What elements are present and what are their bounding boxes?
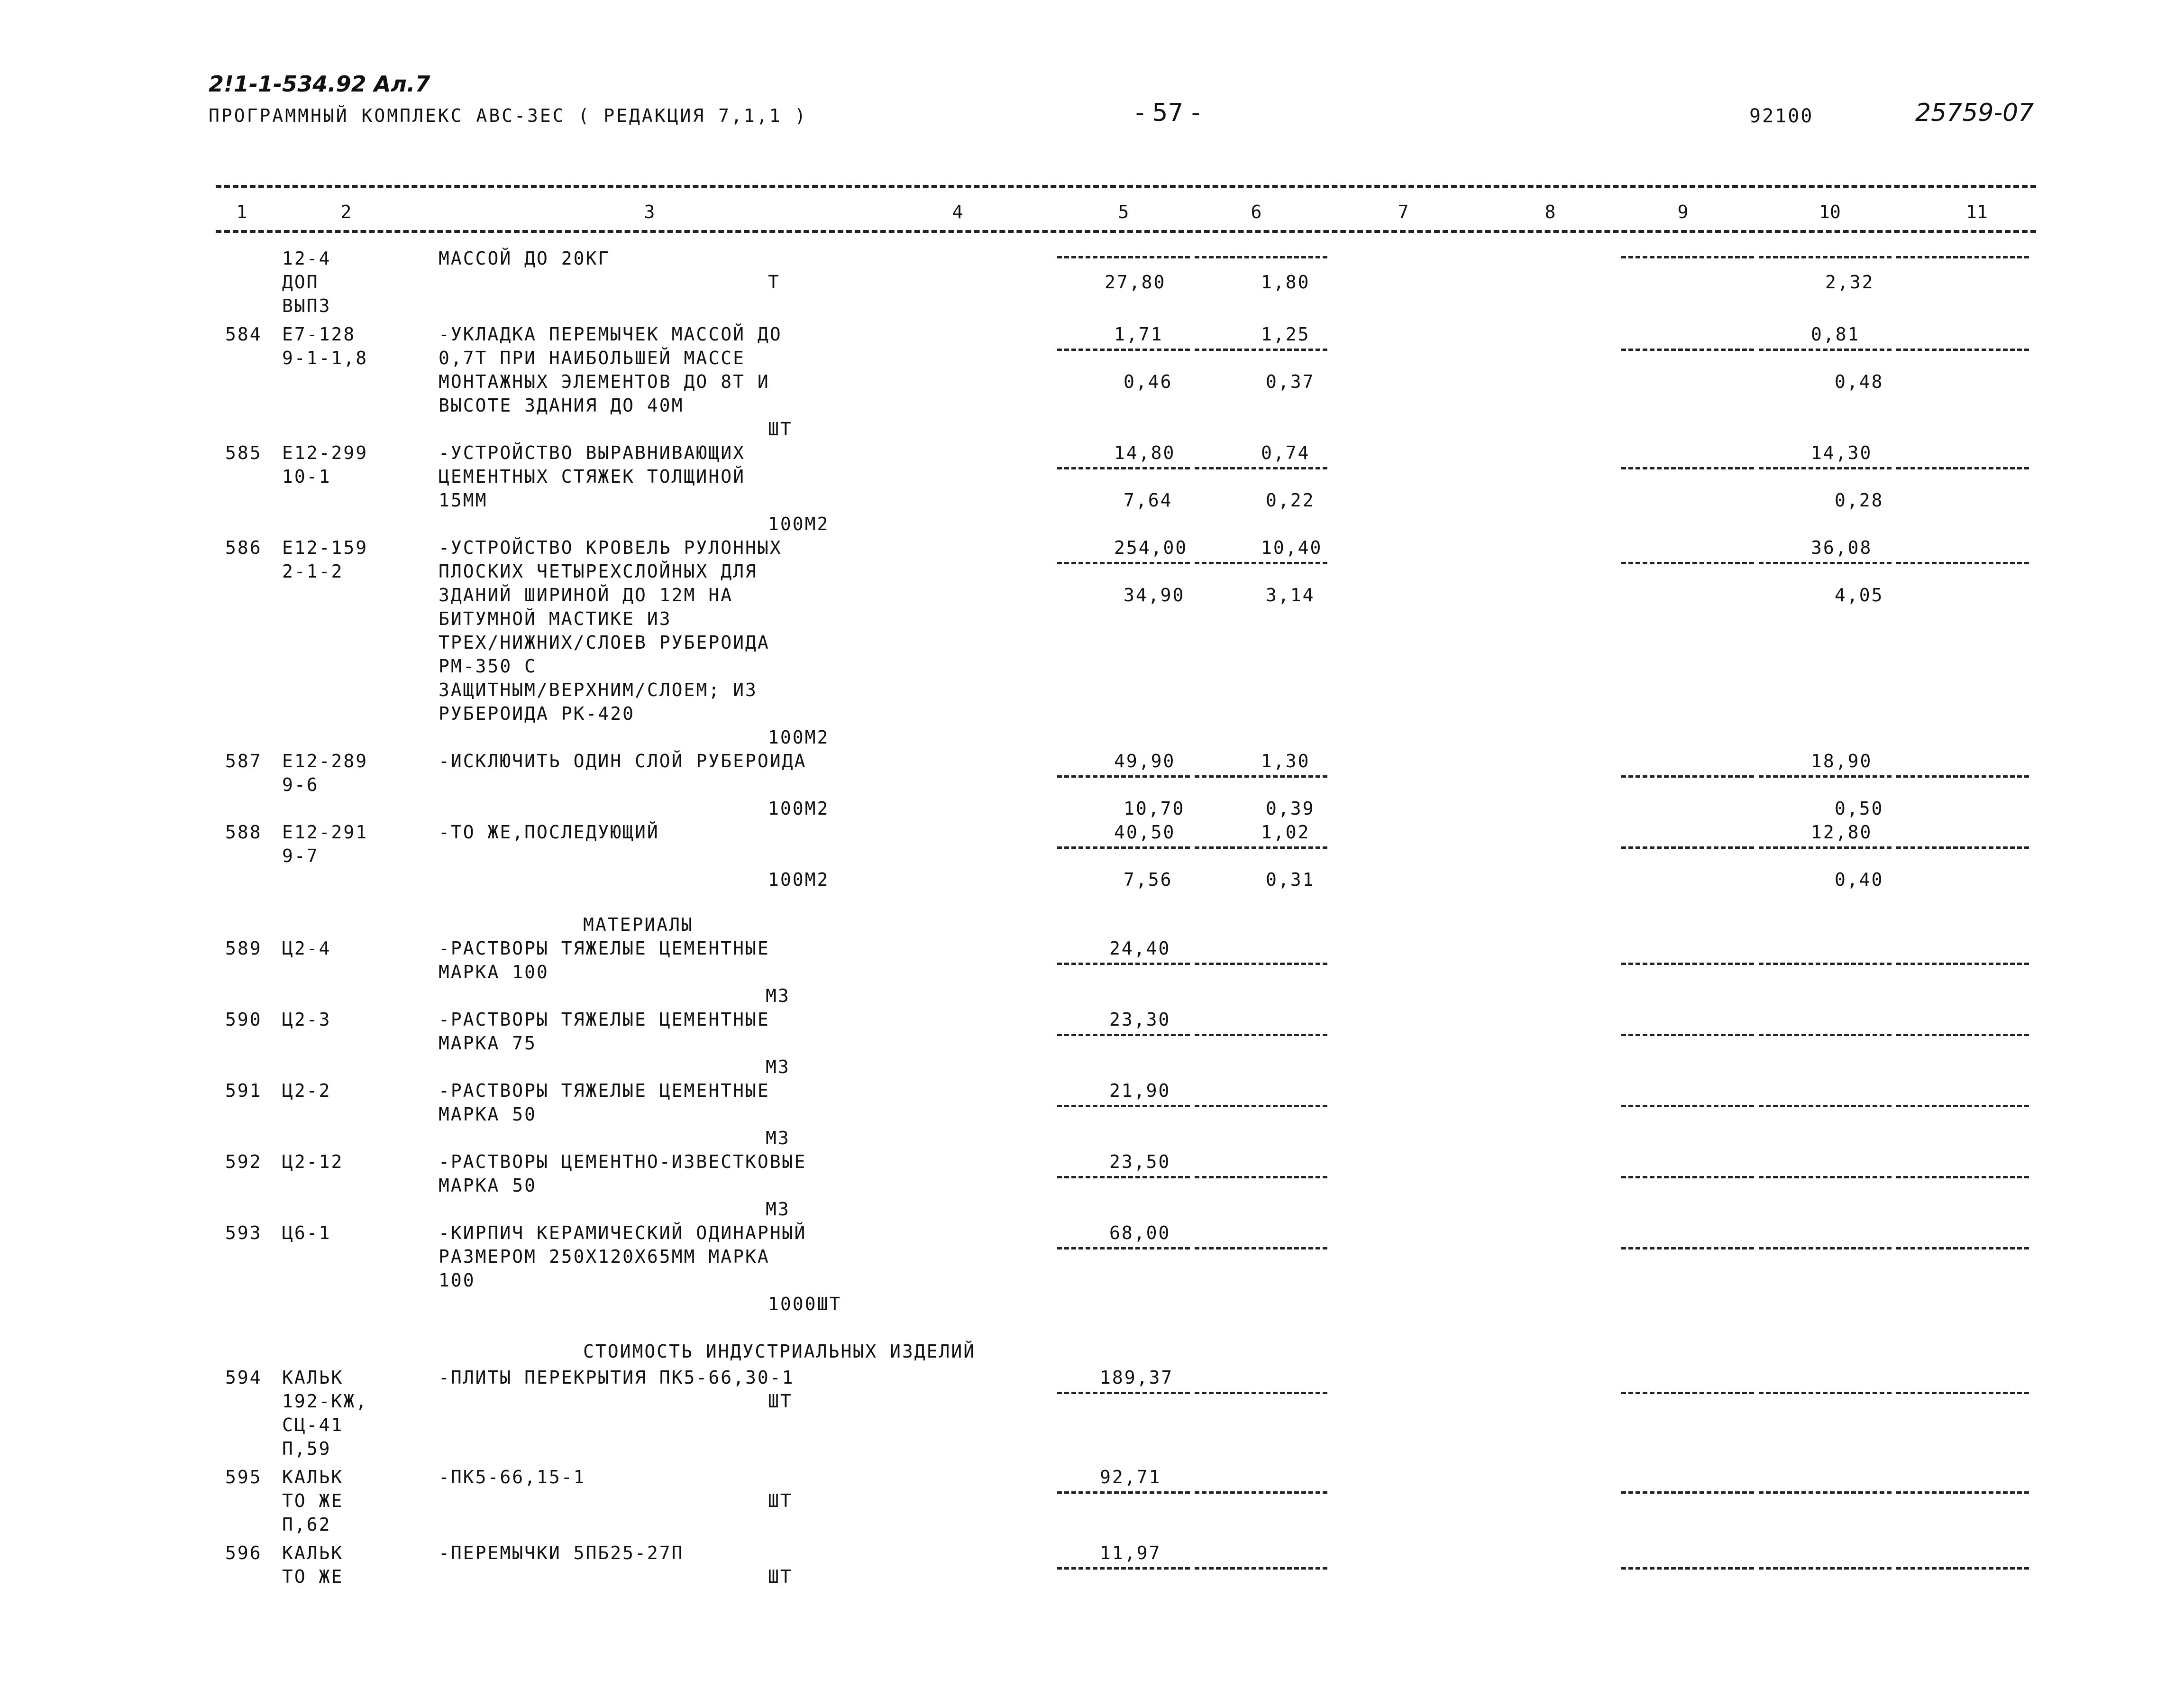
doc-number: 92100 xyxy=(1749,105,1814,127)
row-number: 585 xyxy=(225,442,262,463)
row-description: -КИРПИЧ КЕРАМИЧЕСКИЙ ОДИНАРНЫЙ xyxy=(439,1222,807,1243)
dashed-separator xyxy=(1621,1392,1754,1394)
cost-col10: 0,81 xyxy=(1811,324,1860,345)
row-number: 586 xyxy=(225,537,262,558)
row-code: ТО ЖЕ xyxy=(282,1490,344,1511)
cost-total: 23,50 xyxy=(1109,1151,1171,1172)
row-unit: ШТ xyxy=(768,1566,793,1587)
dashed-separator xyxy=(1896,467,2029,469)
dashed-separator xyxy=(1057,1392,1190,1394)
row-unit: 100М2 xyxy=(768,869,830,890)
dashed-separator xyxy=(1195,963,1327,965)
column-number: 7 xyxy=(1398,202,1409,222)
row-description: МОНТАЖНЫХ ЭЛЕМЕНТОВ ДО 8Т И xyxy=(439,371,770,392)
cost-labor: 10,40 xyxy=(1261,537,1323,558)
cost-total: 23,30 xyxy=(1109,1009,1171,1030)
row-description: ЗАЩИТНЫМ/ВЕРХНИМ/СЛОЕМ; ИЗ xyxy=(439,680,758,700)
dashed-separator xyxy=(1195,1034,1327,1036)
row-number: 588 xyxy=(225,822,262,843)
row-number: 584 xyxy=(225,324,262,345)
cost-total-sub: 7,64 xyxy=(1124,490,1173,511)
row-code: 2-1-2 xyxy=(282,561,344,582)
row-description: РАЗМЕРОМ 250Х120Х65ММ МАРКА xyxy=(439,1246,770,1267)
cost-total-sub: 10,70 xyxy=(1124,798,1185,819)
cost-total-sub: 7,56 xyxy=(1124,869,1173,890)
column-number: 2 xyxy=(340,202,352,222)
column-number: 8 xyxy=(1544,202,1556,222)
row-description: -РАСТВОРЫ ТЯЖЕЛЫЕ ЦЕМЕНТНЫЕ xyxy=(439,938,770,959)
dashed-separator xyxy=(1621,1034,1754,1036)
row-unit: М3 xyxy=(766,1199,790,1220)
dashed-separator xyxy=(1195,775,1327,778)
column-number: 6 xyxy=(1251,202,1262,222)
row-code: ТО ЖЕ xyxy=(282,1566,344,1587)
row-code: П,62 xyxy=(282,1514,331,1535)
cost-total: 14,80 xyxy=(1114,442,1176,463)
cost-total: 21,90 xyxy=(1109,1080,1171,1101)
document-code: 2!1-1-534.92 Ал.7 xyxy=(209,71,430,97)
cost-col10: 36,08 xyxy=(1811,537,1873,558)
dashed-separator xyxy=(1195,1392,1327,1394)
dashed-separator xyxy=(1896,1392,2029,1394)
program-title: ПРОГРАММНЫЙ КОМПЛЕКС АВС-3ЕС ( РЕДАКЦИЯ 7,1,1 ) xyxy=(209,105,808,126)
page-number: - 57 - xyxy=(1135,99,1200,127)
dashed-separator xyxy=(1057,1247,1190,1249)
dashed-separator xyxy=(1896,1105,2029,1107)
cost-labor-sub: 0,31 xyxy=(1266,869,1315,890)
dashed-separator xyxy=(1057,1105,1190,1107)
row-code: СЦ-41 xyxy=(282,1415,344,1435)
dashed-separator xyxy=(1621,775,1754,778)
row-description: -УКЛАДКА ПЕРЕМЫЧЕК МАССОЙ ДО xyxy=(439,324,782,345)
cost-col10: 18,90 xyxy=(1811,751,1873,772)
dashed-separator xyxy=(1759,1392,1892,1394)
row-number: 594 xyxy=(225,1367,262,1388)
dashed-separator xyxy=(1759,467,1892,469)
row-code: П,59 xyxy=(282,1438,331,1459)
cost-total: 92,71 xyxy=(1100,1467,1161,1488)
dashed-separator xyxy=(1759,775,1892,778)
column-number: 3 xyxy=(644,202,655,222)
cost-total: 27,80 xyxy=(1105,272,1166,293)
column-number: 10 xyxy=(1819,202,1841,222)
dashed-separator xyxy=(1621,846,1754,849)
dashed-separator xyxy=(1896,1491,2029,1494)
section-title: СТОИМОСТЬ ИНДУСТРИАЛЬНЫХ ИЗДЕЛИЙ xyxy=(583,1341,976,1362)
row-code: 10-1 xyxy=(282,466,331,487)
row-number: 590 xyxy=(225,1009,262,1030)
row-description: -РАСТВОРЫ ЦЕМЕНТНО-ИЗВЕСТКОВЫЕ xyxy=(439,1151,807,1172)
dashed-separator xyxy=(1195,349,1327,351)
dashed-separator xyxy=(1057,256,1190,258)
row-unit: 100М2 xyxy=(768,514,830,534)
cost-labor-sub: 3,14 xyxy=(1266,585,1315,606)
dashed-separator xyxy=(1057,1567,1190,1570)
dashed-separator xyxy=(1759,1176,1892,1178)
row-code: Ц6-1 xyxy=(282,1222,331,1243)
row-unit: ШТ xyxy=(768,419,793,440)
dashed-separator xyxy=(1057,349,1190,351)
dashed-separator xyxy=(1621,349,1754,351)
cost-col10: 14,30 xyxy=(1811,442,1873,463)
cost-col10-sub: 4,05 xyxy=(1835,585,1884,606)
dashed-separator xyxy=(1759,1105,1892,1107)
row-description: -ИСКЛЮЧИТЬ ОДИН СЛОЙ РУБЕРОИДА xyxy=(439,751,807,772)
row-number: 591 xyxy=(225,1080,262,1101)
doc-id: 25759-07 xyxy=(1915,99,2034,127)
column-number: 4 xyxy=(952,202,963,222)
cost-col10-sub: 0,28 xyxy=(1835,490,1884,511)
cost-total-sub: 0,46 xyxy=(1124,371,1173,392)
row-description: -УСТРОЙСТВО ВЫРАВНИВАЮЩИХ xyxy=(439,442,745,463)
row-code: ДОП xyxy=(282,272,319,293)
cost-labor: 1,80 xyxy=(1261,272,1310,293)
row-number: 596 xyxy=(225,1543,262,1563)
cost-total: 24,40 xyxy=(1109,938,1171,959)
cost-col10: 12,80 xyxy=(1811,822,1873,843)
dashed-separator xyxy=(1896,1567,2029,1570)
dashed-separator xyxy=(1057,963,1190,965)
row-code: КАЛЬК xyxy=(282,1367,344,1388)
row-description: МАРКА 50 xyxy=(439,1175,537,1196)
dashed-separator xyxy=(1896,963,2029,965)
row-description: МАРКА 50 xyxy=(439,1104,537,1125)
row-description: -ТО ЖЕ,ПОСЛЕДУЮЩИЙ xyxy=(439,822,659,843)
cost-labor-sub: 0,22 xyxy=(1266,490,1315,511)
dashed-separator xyxy=(1621,963,1754,965)
cost-labor: 1,02 xyxy=(1261,822,1310,843)
row-code: Е12-159 xyxy=(282,537,368,558)
cost-col10-sub: 0,50 xyxy=(1835,798,1884,819)
row-description: МАССОЙ ДО 20КГ xyxy=(439,248,611,269)
dashed-separator xyxy=(1759,1034,1892,1036)
row-description: 0,7Т ПРИ НАИБОЛЬШЕЙ МАССЕ xyxy=(439,348,745,368)
dashed-separator xyxy=(1621,467,1754,469)
row-unit: Т xyxy=(768,272,780,293)
row-code: Е12-291 xyxy=(282,822,368,843)
dashed-separator xyxy=(1195,1567,1327,1570)
dashed-separator xyxy=(1057,467,1190,469)
dashed-separator xyxy=(1621,1176,1754,1178)
row-unit: М3 xyxy=(766,985,790,1006)
row-description: -РАСТВОРЫ ТЯЖЕЛЫЕ ЦЕМЕНТНЫЕ xyxy=(439,1009,770,1030)
row-code: ВЫП3 xyxy=(282,295,331,316)
row-description: 15ММ xyxy=(439,490,488,511)
row-description: -УСТРОЙСТВО КРОВЕЛЬ РУЛОННЫХ xyxy=(439,537,782,558)
dashed-separator xyxy=(1057,1034,1190,1036)
row-description: 100 xyxy=(439,1270,475,1291)
cost-labor-sub: 0,37 xyxy=(1266,371,1315,392)
dashed-separator xyxy=(1195,1247,1327,1249)
row-number: 595 xyxy=(225,1467,262,1488)
top-rule xyxy=(216,185,2036,188)
column-number: 11 xyxy=(1966,202,1988,222)
cost-labor: 1,30 xyxy=(1261,751,1310,772)
row-code: Ц2-3 xyxy=(282,1009,331,1030)
row-unit: 100М2 xyxy=(768,798,830,819)
row-description: -РАСТВОРЫ ТЯЖЕЛЫЕ ЦЕМЕНТНЫЕ xyxy=(439,1080,770,1101)
cost-labor: 1,25 xyxy=(1261,324,1310,345)
dashed-separator xyxy=(1896,256,2029,258)
dashed-separator xyxy=(1057,846,1190,849)
row-description: МАРКА 75 xyxy=(439,1033,537,1054)
dashed-separator xyxy=(1621,1567,1754,1570)
cost-col10: 2,32 xyxy=(1825,272,1874,293)
header-rule xyxy=(216,230,2036,233)
dashed-separator xyxy=(1057,562,1190,564)
cost-total: 1,71 xyxy=(1114,324,1163,345)
row-code: КАЛЬК xyxy=(282,1467,344,1488)
row-code: Е12-299 xyxy=(282,442,368,463)
row-unit: ШТ xyxy=(768,1490,793,1511)
cost-total: 68,00 xyxy=(1109,1222,1171,1243)
row-number: 589 xyxy=(225,938,262,959)
cost-total: 49,90 xyxy=(1114,751,1176,772)
dashed-separator xyxy=(1195,1105,1327,1107)
row-description: РУБЕРОИДА РК-420 xyxy=(439,703,635,724)
dashed-separator xyxy=(1621,256,1754,258)
dashed-separator xyxy=(1195,562,1327,564)
dashed-separator xyxy=(1896,775,2029,778)
row-unit: ШТ xyxy=(768,1391,793,1412)
dashed-separator xyxy=(1057,1491,1190,1494)
cost-total: 254,00 xyxy=(1114,537,1188,558)
row-code: 9-1-1,8 xyxy=(282,348,368,368)
row-number: 592 xyxy=(225,1151,262,1172)
cost-labor-sub: 0,39 xyxy=(1266,798,1315,819)
cost-total: 11,97 xyxy=(1100,1543,1161,1563)
row-unit: 100М2 xyxy=(768,727,830,748)
dashed-separator xyxy=(1759,1491,1892,1494)
dashed-separator xyxy=(1057,1176,1190,1178)
cost-col10-sub: 0,48 xyxy=(1835,371,1884,392)
dashed-separator xyxy=(1759,562,1892,564)
row-description: БИТУМНОЙ МАСТИКЕ ИЗ xyxy=(439,608,672,629)
row-code: Ц2-2 xyxy=(282,1080,331,1101)
dashed-separator xyxy=(1621,562,1754,564)
row-description: -ПЕРЕМЫЧКИ 5ПБ25-27П xyxy=(439,1543,684,1563)
dashed-separator xyxy=(1759,349,1892,351)
row-description: ЦЕМЕНТНЫХ СТЯЖЕК ТОЛЩИНОЙ xyxy=(439,466,745,487)
row-code: 9-7 xyxy=(282,845,319,866)
dashed-separator xyxy=(1759,1247,1892,1249)
dashed-separator xyxy=(1896,846,2029,849)
row-code: 192-КЖ, xyxy=(282,1391,368,1412)
row-description: РМ-350 С xyxy=(439,656,537,677)
row-unit: М3 xyxy=(766,1128,790,1148)
row-code: 9-6 xyxy=(282,774,319,795)
column-number: 9 xyxy=(1677,202,1689,222)
row-description: ЗДАНИЙ ШИРИНОЙ ДО 12М НА xyxy=(439,585,733,606)
cost-total-sub: 34,90 xyxy=(1124,585,1185,606)
dashed-separator xyxy=(1896,349,2029,351)
dashed-separator xyxy=(1759,963,1892,965)
dashed-separator xyxy=(1195,256,1327,258)
dashed-separator xyxy=(1621,1247,1754,1249)
row-code: Ц2-12 xyxy=(282,1151,344,1172)
dashed-separator xyxy=(1621,1491,1754,1494)
row-number: 587 xyxy=(225,751,262,772)
dashed-separator xyxy=(1621,1105,1754,1107)
dashed-separator xyxy=(1195,467,1327,469)
section-title: МАТЕРИАЛЫ xyxy=(583,914,694,935)
row-number: 593 xyxy=(225,1222,262,1243)
dashed-separator xyxy=(1896,562,2029,564)
row-description: ТРЕХ/НИЖНИХ/СЛОЕВ РУБЕРОИДА xyxy=(439,632,770,653)
dashed-separator xyxy=(1896,1034,2029,1036)
cost-labor: 0,74 xyxy=(1261,442,1310,463)
row-description: -ПК5-66,15-1 xyxy=(439,1467,586,1488)
row-code: КАЛЬК xyxy=(282,1543,344,1563)
dashed-separator xyxy=(1057,775,1190,778)
row-unit: М3 xyxy=(766,1056,790,1077)
dashed-separator xyxy=(1759,846,1892,849)
row-description: -ПЛИТЫ ПЕРЕКРЫТИЯ ПК5-66,30-1 xyxy=(439,1367,795,1388)
dashed-separator xyxy=(1896,1176,2029,1178)
dashed-separator xyxy=(1759,256,1892,258)
dashed-separator xyxy=(1195,1491,1327,1494)
row-code: Е7-128 xyxy=(282,324,356,345)
row-code: Ц2-4 xyxy=(282,938,331,959)
dashed-separator xyxy=(1759,1567,1892,1570)
column-number: 1 xyxy=(236,202,247,222)
row-unit: 1000ШТ xyxy=(768,1294,842,1314)
cost-col10-sub: 0,40 xyxy=(1835,869,1884,890)
row-description: ВЫСОТЕ ЗДАНИЯ ДО 40М xyxy=(439,395,684,416)
row-code: 12-4 xyxy=(282,248,331,269)
row-description: ПЛОСКИХ ЧЕТЫРЕХСЛОЙНЫХ ДЛЯ xyxy=(439,561,758,582)
dashed-separator xyxy=(1896,1247,2029,1249)
dashed-separator xyxy=(1195,1176,1327,1178)
column-number: 5 xyxy=(1118,202,1129,222)
dashed-separator xyxy=(1195,846,1327,849)
cost-total: 189,37 xyxy=(1100,1367,1174,1388)
row-description: МАРКА 100 xyxy=(439,962,549,983)
row-code: Е12-289 xyxy=(282,751,368,772)
cost-total: 40,50 xyxy=(1114,822,1176,843)
